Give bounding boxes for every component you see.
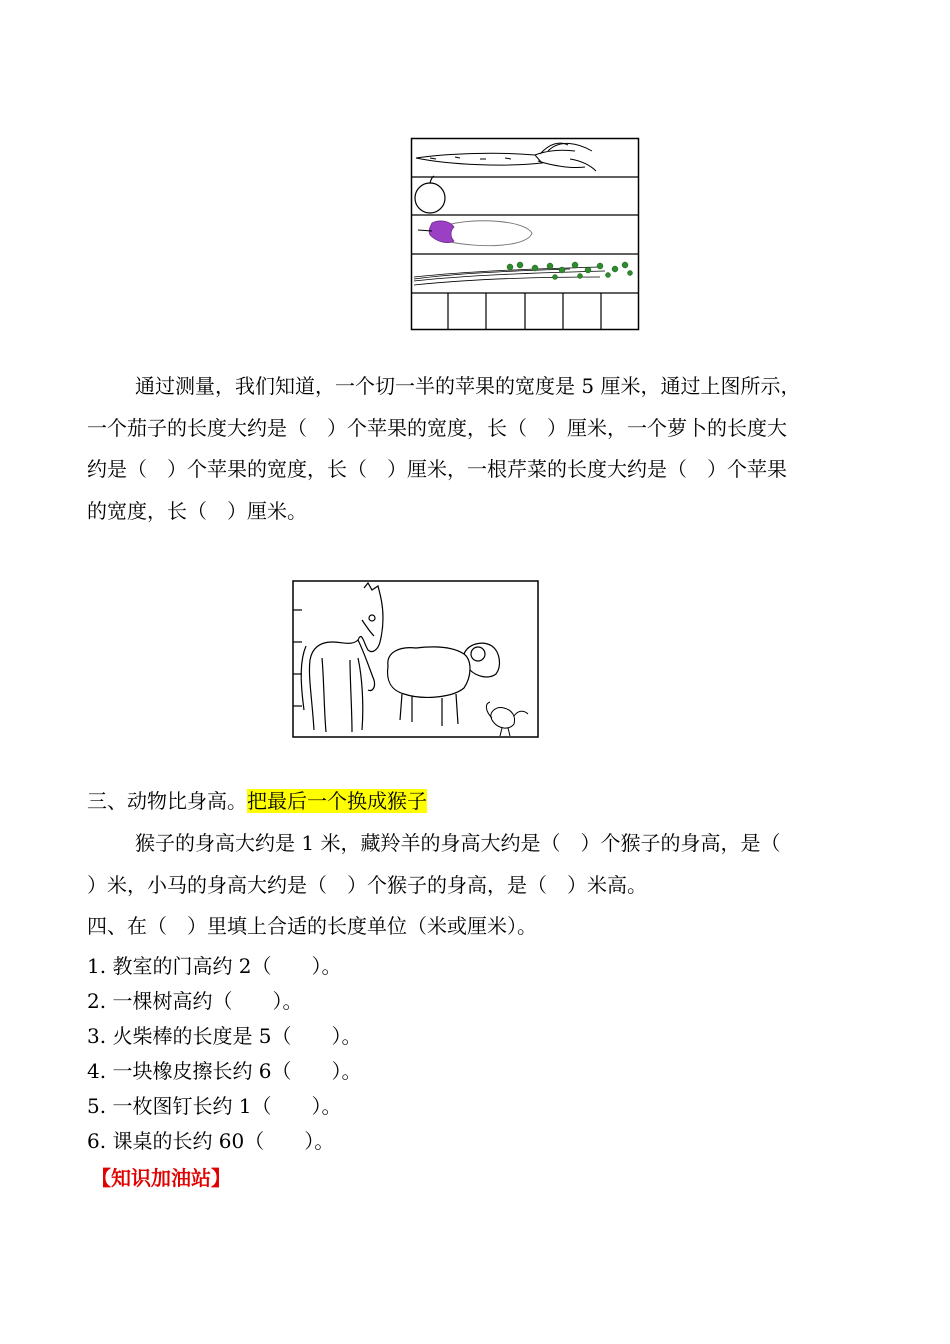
- rooster-drawing: [486, 702, 528, 736]
- measure-paragraph-line-1: 通过测量，我们知道，一个切一半的苹果的宽度是 5 厘米，通过上图所示，: [135, 374, 801, 398]
- section-4-item-1: 1. 教室的门高约 2（ ）。: [87, 954, 342, 978]
- eggplant-drawing: [418, 221, 532, 246]
- vegetable-measure-figure: [410, 137, 640, 332]
- carrot-drawing: [416, 143, 596, 171]
- section-3-highlight-note: 把最后一个换成猴子: [247, 789, 427, 813]
- apple-drawing: [415, 176, 445, 213]
- sheep-drawing: [388, 643, 500, 726]
- section-4-item-3: 3. 火柴棒的长度是 5（ ）。: [87, 1024, 362, 1048]
- section-3-line-1: 猴子的身高大约是 1 米，藏羚羊的身高大约是（ ）个猴子的身高，是（: [135, 831, 781, 855]
- section-4-item-6: 6. 课桌的长约 60（ ）。: [87, 1129, 335, 1153]
- section-3-title-text: 三、动物比身高。: [87, 789, 247, 813]
- section-4-item-5: 5. 一枚图钉长约 1（ ）。: [87, 1094, 342, 1118]
- measure-paragraph-line-4: 的宽度，长（ ）厘米。: [87, 499, 307, 523]
- section-4-item-2: 2. 一棵树高约（ ）。: [87, 989, 303, 1013]
- section-4-title: 四、在（ ）里填上合适的长度单位（米或厘米）。: [87, 914, 537, 938]
- celery-drawing: [414, 262, 633, 285]
- measure-paragraph-line-2: 一个茄子的长度大约是（ ）个苹果的宽度，长（ ）厘米，一个萝卜的长度大: [87, 416, 787, 440]
- measure-paragraph-line-3: 约是（ ）个苹果的宽度，长（ ）厘米，一根芹菜的长度大约是（ ）个苹果: [87, 457, 787, 481]
- section-4-item-4: 4. 一块橡皮擦长约 6（ ）。: [87, 1059, 362, 1083]
- horse-drawing: [301, 583, 383, 732]
- knowledge-station-heading: 【知识加油站】: [91, 1166, 231, 1190]
- section-3-line-2: ）米，小马的身高大约是（ ）个猴子的身高，是（ ）米高。: [87, 873, 647, 897]
- animal-height-figure: [292, 580, 540, 740]
- section-3-title: [87, 786, 427, 816]
